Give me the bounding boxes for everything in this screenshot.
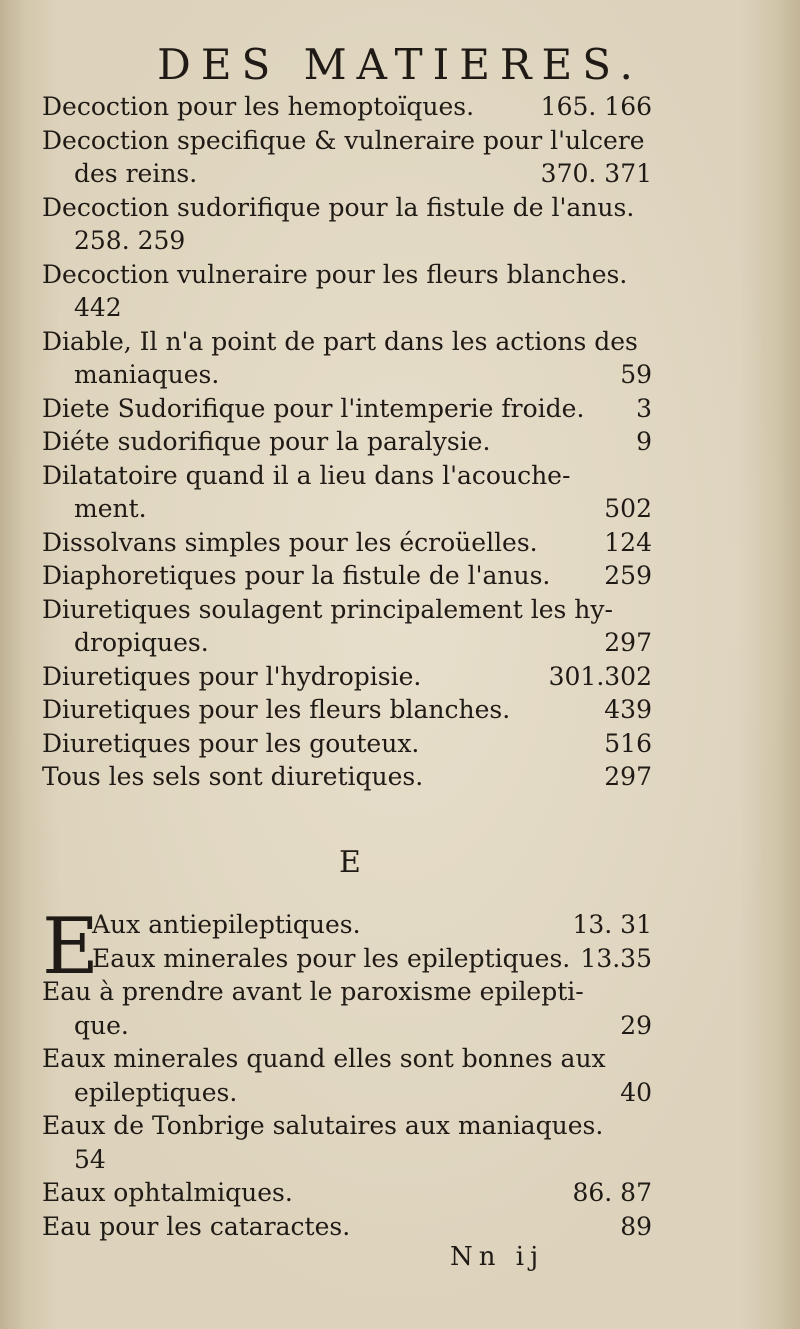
index-entry bbox=[42, 1143, 652, 1177]
entry-page-ref: 439 bbox=[604, 695, 652, 724]
index-entry bbox=[42, 1210, 652, 1244]
entry-text: epileptiques. bbox=[74, 1077, 238, 1107]
entry-text: Diuretiques soulagent principalement les hy- bbox=[42, 594, 613, 624]
index-entry bbox=[42, 526, 652, 560]
entry-text: Diable, Il n'a point de part dans les actions des bbox=[42, 326, 638, 356]
index-entry bbox=[42, 942, 652, 976]
entry-text: Diuretiques pour les gouteux. bbox=[42, 728, 420, 758]
entry-page-ref: 89 bbox=[620, 1211, 652, 1241]
entry-text: dropiques. bbox=[74, 628, 209, 657]
entry-page-ref: 29 bbox=[620, 1010, 652, 1040]
entry-page-ref: 297 bbox=[604, 762, 652, 791]
entry-page-ref: 13. 31 bbox=[572, 910, 652, 939]
index-entry bbox=[42, 1109, 652, 1143]
index-entry bbox=[42, 157, 652, 191]
index-entries-e bbox=[42, 902, 652, 1243]
index-entry bbox=[42, 660, 652, 694]
running-header: DES MATIERES. bbox=[157, 40, 643, 89]
entry-page-ref: 165. 166 bbox=[540, 92, 652, 121]
entry-page-ref: 516 bbox=[604, 728, 652, 758]
entry-text: Decoction sudorifique pour la fistule de l'anus. bbox=[42, 192, 635, 222]
index-entry bbox=[42, 425, 652, 459]
index-entry bbox=[42, 291, 652, 325]
entry-text: Eau à prendre avant le paroxisme epilepti- bbox=[42, 977, 584, 1006]
entry-text: Aux antiepileptiques. bbox=[92, 910, 361, 939]
entry-text: ment. bbox=[74, 494, 147, 523]
drop-capital: E bbox=[42, 902, 99, 992]
index-entry bbox=[42, 90, 652, 124]
entry-text: Eaux minerales quand elles sont bonnes aux bbox=[42, 1044, 606, 1073]
entry-page-ref: 502 bbox=[604, 494, 652, 523]
signature-mark: Nn ij bbox=[450, 1242, 545, 1272]
entry-text: Diuretiques pour les fleurs blanches. bbox=[42, 695, 511, 724]
entry-text: Eau pour les cataractes. bbox=[42, 1211, 351, 1241]
entry-text: Diaphoretiques pour la fistule de l'anus. bbox=[42, 561, 551, 590]
index-entries-d bbox=[42, 90, 652, 794]
entry-text: 54 bbox=[74, 1144, 106, 1174]
entry-text: Decoction pour les hemoptoïques. bbox=[42, 92, 475, 121]
index-entry bbox=[42, 975, 652, 1009]
index-entry bbox=[42, 727, 652, 761]
entry-text: 442 bbox=[74, 293, 122, 322]
index-entry bbox=[42, 760, 652, 794]
entry-text: Dissolvans simples pour les écroüelles. bbox=[42, 527, 538, 557]
index-entry bbox=[42, 459, 652, 493]
entry-page-ref: 59 bbox=[620, 360, 652, 389]
index-entry bbox=[42, 124, 652, 158]
entry-page-ref: 301.302 bbox=[548, 661, 652, 691]
index-entry bbox=[42, 191, 652, 225]
entry-text: 258. 259 bbox=[74, 226, 186, 255]
index-entry bbox=[42, 1009, 652, 1043]
entry-page-ref: 3 bbox=[636, 393, 652, 423]
index-entry bbox=[42, 626, 652, 660]
section-letter: E bbox=[339, 845, 361, 880]
index-entry bbox=[42, 358, 652, 392]
index-entry bbox=[42, 908, 652, 942]
entry-text: Diuretiques pour l'hydropisie. bbox=[42, 661, 422, 691]
entry-text: Eaux de Tonbrige salutaires aux maniaques. bbox=[42, 1111, 604, 1140]
index-entry bbox=[42, 693, 652, 727]
index-entry bbox=[42, 1042, 652, 1076]
entry-page-ref: 40 bbox=[620, 1077, 652, 1107]
index-entry bbox=[42, 559, 652, 593]
entry-text: Dilatatoire quand il a lieu dans l'acouche- bbox=[42, 460, 571, 490]
entry-page-ref: 297 bbox=[604, 628, 652, 657]
index-entry bbox=[42, 224, 652, 258]
index-entry bbox=[42, 492, 652, 526]
entry-text: Decoction specifique & vulneraire pour l'ulcere bbox=[42, 125, 645, 155]
entry-text: Diete Sudorifique pour l'intemperie froide. bbox=[42, 393, 585, 423]
entry-text: que. bbox=[74, 1010, 129, 1040]
entry-text: Diéte sudorifique pour la paralysie. bbox=[42, 427, 491, 456]
entry-page-ref: 86. 87 bbox=[572, 1178, 652, 1207]
entry-text: Eaux minerales pour les epileptiques. bbox=[92, 943, 571, 973]
entry-page-ref: 13.35 bbox=[580, 943, 652, 973]
index-entry bbox=[42, 392, 652, 426]
entry-text: maniaques. bbox=[74, 360, 220, 389]
entry-text: Tous les sels sont diuretiques. bbox=[42, 762, 424, 791]
index-entry bbox=[42, 593, 652, 627]
index-entry bbox=[42, 1176, 652, 1210]
entry-text: des reins. bbox=[74, 159, 198, 188]
index-entry bbox=[42, 258, 652, 292]
entry-page-ref: 370. 371 bbox=[540, 159, 652, 188]
index-entry bbox=[42, 1076, 652, 1110]
index-entry bbox=[42, 325, 652, 359]
entry-text: Eaux ophtalmiques. bbox=[42, 1178, 293, 1207]
entry-page-ref: 259 bbox=[604, 561, 652, 590]
entry-page-ref: 9 bbox=[636, 427, 652, 456]
entry-page-ref: 124 bbox=[604, 527, 652, 557]
entry-text: Decoction vulneraire pour les fleurs blanches. bbox=[42, 259, 628, 289]
